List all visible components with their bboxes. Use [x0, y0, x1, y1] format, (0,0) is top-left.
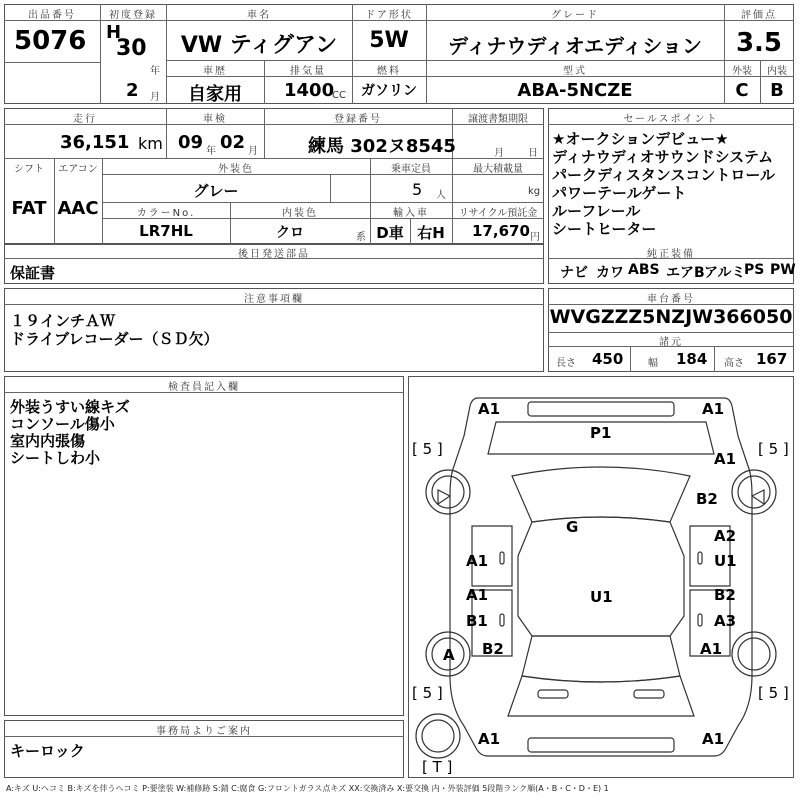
inspector-line: シートしわ小	[10, 449, 101, 467]
score-label: 評価点	[741, 10, 777, 21]
sales-point-item: ルーフレール	[552, 202, 641, 220]
ext-grade: C	[735, 80, 749, 101]
plate-label: 登録番号	[334, 114, 382, 125]
reg-year: 30	[116, 36, 147, 61]
capacity-label: 乗車定員	[391, 164, 431, 175]
inspector-label: 検査員記入欄	[168, 382, 240, 393]
damage-mark: A1	[702, 400, 725, 418]
history: 自家用	[188, 84, 242, 105]
insp-year: 09	[178, 132, 204, 153]
transfer-month-unit: 月	[494, 148, 504, 159]
model: ABA-5NCZE	[517, 80, 633, 101]
note-line: １９インチＡＷ	[10, 312, 116, 330]
damage-mark: A2	[714, 527, 737, 545]
recycle: 17,670	[472, 222, 530, 240]
displacement-label: 排気量	[290, 66, 326, 77]
width: 184	[676, 350, 708, 368]
damage-mark: B2	[482, 640, 504, 658]
equipment-item: PW	[770, 262, 796, 278]
sales-point-item: パワーテールゲート	[552, 184, 687, 202]
transfer-label: 譲渡書類期限	[468, 114, 528, 125]
inspector-line: コンソール傷小	[10, 415, 115, 433]
lot-number: 5076	[14, 26, 87, 56]
ac-label: エアコン	[58, 164, 98, 175]
damage-mark: A1	[700, 640, 723, 658]
ac: AAC	[57, 198, 99, 219]
int-grade: B	[770, 80, 784, 101]
color-no-label: カラーNo.	[136, 208, 196, 219]
import-d: D車	[376, 224, 404, 242]
equipment-item: PS	[744, 262, 765, 278]
tire-mark: [ 5 ]	[758, 440, 789, 458]
lot-label: 出品番号	[28, 10, 76, 21]
first-reg-label: 初度登録	[109, 10, 157, 21]
displacement: 1400	[284, 80, 335, 101]
width-label: 幅	[648, 358, 658, 369]
height-label: 高さ	[724, 358, 744, 369]
length-label: 長さ	[556, 358, 576, 369]
score: 3.5	[735, 28, 783, 58]
recycle-unit: 円	[530, 232, 540, 243]
damage-mark: G	[566, 518, 579, 536]
damage-mark: A1	[714, 450, 737, 468]
model-label: 型式	[563, 66, 587, 77]
damage-mark: U1	[590, 588, 613, 606]
load-unit: kg	[528, 186, 541, 197]
color: グレー	[193, 182, 239, 200]
import-side: 右H	[417, 224, 445, 242]
equipment-item: エアB	[666, 265, 705, 281]
legend: A:キズ U:ヘコミ B:キズを伴うヘコミ P:要塗装 W:補修跡 S:錆 C:腐食 G:フロントガラス点キズ XX:交換済み X:要交換 内・外装評価 5段階ランク順(A・B・C・D・E) 1	[6, 784, 609, 793]
equipment-item: ABS	[628, 262, 660, 278]
recycle-label: リサイクル預託金	[458, 208, 538, 219]
insp-month: 02	[220, 132, 246, 153]
damage-mark: B2	[714, 586, 736, 604]
tire-mark: [ 5 ]	[758, 684, 789, 702]
history-label: 車歴	[203, 66, 227, 77]
equipment-label: 純正装備	[647, 249, 695, 260]
door-type: 5W	[369, 28, 409, 53]
car-name-label: 車名	[247, 10, 271, 21]
damage-mark: A1	[702, 730, 725, 748]
sales-point-item: パークディスタンスコントロール	[552, 166, 776, 184]
plate: 練馬 302ヌ8545	[308, 136, 456, 157]
damage-mark: P1	[590, 424, 612, 442]
mileage: 36,151	[60, 132, 130, 153]
tire-mark: [ 5 ]	[412, 684, 443, 702]
office-label: 事務局よりご案内	[156, 726, 252, 737]
int-color: クロ	[276, 225, 304, 241]
transfer-day-unit: 日	[528, 148, 538, 159]
rear-docs-label: 後日発送部品	[238, 249, 310, 260]
damage-mark: A3	[714, 612, 737, 630]
note-line: ドライブレコーダー（ＳＤ欠）	[10, 330, 219, 348]
tire-mark: [ 5 ]	[412, 440, 443, 458]
sales-point-item: ディナウディオサウンドシステム	[552, 148, 774, 166]
damage-mark: A1	[478, 400, 501, 418]
damage-mark: U1	[714, 552, 737, 570]
grade-label: グレード	[551, 10, 599, 21]
grade: ディナウディオエディション	[448, 34, 702, 58]
door-label: ドア形状	[365, 10, 413, 21]
int-color-unit: 系	[356, 232, 366, 243]
displacement-unit: CC	[332, 90, 346, 101]
import-label: 輸入車	[393, 208, 429, 219]
inspection-label: 車検	[203, 114, 227, 125]
specs-label: 諸元	[659, 337, 683, 348]
era: H	[106, 22, 122, 43]
sales-point-item: シートヒーター	[552, 220, 657, 238]
color-no: LR7HL	[139, 222, 193, 240]
damage-mark: B2	[696, 490, 718, 508]
inspector-line: 外装うすい線キズ	[10, 398, 130, 416]
tire-mark: [ T ]	[422, 758, 453, 776]
int-label: 内装	[767, 66, 787, 77]
equipment-item: ナビ	[560, 265, 588, 281]
load-label: 最大積載量	[473, 164, 523, 175]
shift: FAT	[11, 198, 47, 219]
mileage-label: 走行	[73, 114, 97, 125]
ext-label: 外装	[732, 66, 752, 77]
capacity-unit: 人	[436, 190, 446, 201]
length: 450	[592, 350, 624, 368]
equipment-item: カワ	[596, 265, 624, 281]
height: 167	[756, 350, 788, 368]
vin-label: 車台番号	[647, 294, 695, 305]
equipment-item: アルミ	[704, 265, 746, 281]
inspector-line: 室内内張傷	[10, 432, 86, 450]
sales-points-label: セールスポイント	[623, 114, 719, 125]
sales-point-item: ★オークションデビュー★	[552, 130, 729, 148]
year-unit: 年	[150, 66, 160, 77]
notes-label: 注意事項欄	[244, 294, 304, 305]
damage-mark: B1	[466, 612, 488, 630]
car-name: VW ティグアン	[180, 33, 338, 58]
insp-month-unit: 月	[248, 146, 258, 157]
damage-mark: A1	[478, 730, 501, 748]
damage-mark: A	[443, 646, 455, 664]
office-value: キーロック	[10, 742, 85, 760]
mileage-unit: km	[138, 134, 163, 153]
insp-year-unit: 年	[206, 146, 216, 157]
shift-label: シフト	[14, 164, 44, 175]
damage-mark: A1	[466, 586, 489, 604]
capacity: 5	[412, 180, 423, 199]
color-label: 外装色	[218, 164, 254, 175]
rear-docs-value: 保証書	[10, 264, 56, 282]
fuel: ガソリン	[361, 83, 417, 99]
month-unit: 月	[150, 92, 160, 103]
int-color-label: 内装色	[282, 208, 318, 219]
damage-mark: A1	[466, 552, 489, 570]
vin: WVGZZZ5NZJW366050	[549, 306, 793, 328]
reg-month: 2	[126, 80, 139, 101]
fuel-label: 燃料	[377, 66, 401, 77]
